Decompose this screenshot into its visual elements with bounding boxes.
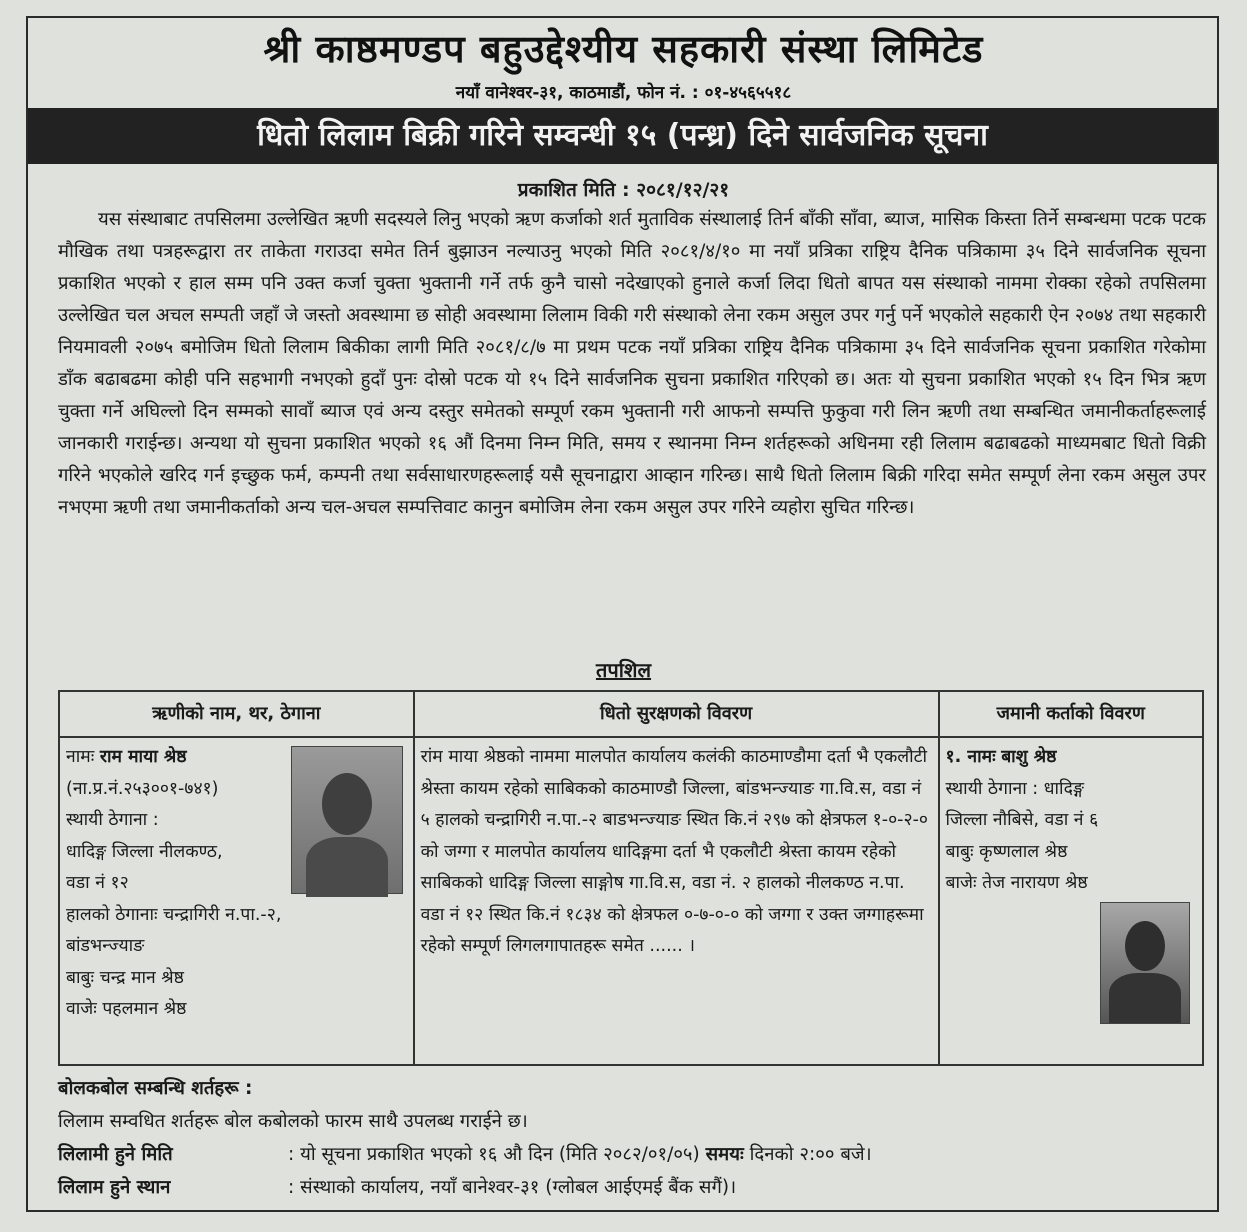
borrower-perm-address: धादिङ्ग जिल्ला नीलकण्ठ, [66, 841, 223, 862]
borrower-name-label: नामः [66, 747, 95, 767]
guarantor-photo [1100, 902, 1190, 1024]
auction-date-value: : यो सूचना प्रकाशित भएको १६ औ दिन (मिति २०८२/०१/०५) [288, 1144, 700, 1165]
borrower-current-address-2: बांडभन्ज्याङ [66, 936, 145, 956]
col-borrower: ऋणीको नाम, थर, ठेगाना [59, 691, 414, 737]
borrower-citizenship: (ना.प्र.नं.२५३००१-७४१) [66, 778, 219, 799]
guarantor-name-label: १. नामः [945, 747, 996, 767]
schedule-row [59, 737, 1203, 1065]
guarantor-grandfather: बाजेः तेज नारायण श्रेष्ठ [945, 873, 1088, 893]
auction-time-value: दिनको २:०० बजे। [749, 1144, 872, 1165]
auction-time-label: समयः [705, 1144, 744, 1165]
collateral-cell [414, 737, 939, 1065]
borrower-father: बाबुः चन्द्र मान श्रेष्ठ [66, 967, 184, 988]
notice-banner: धितो लिलाम बिक्री गरिने सम्वन्धी १५ (पन्ध्र) दिने सार्वजनिक सूचना [28, 108, 1217, 164]
guarantor-district: जिल्ला नौबिसे, वडा नं ६ [945, 810, 1099, 830]
borrower-current-address: हालको ठेगानाः चन्द्रागिरी न.पा.-२, [66, 904, 282, 925]
guarantor-cell [939, 737, 1203, 1065]
notice-body [58, 204, 1206, 524]
borrower-cell [59, 737, 414, 1065]
auction-place-row [58, 1171, 1208, 1204]
auction-place-label: लिलाम हुने स्थान [58, 1177, 171, 1198]
notice-paragraph: यस संस्थाबाट तपसिलमा उल्लेखित ऋणी सदस्यले लिनु भएको ऋण कर्जाको शर्त मुताविक संस्थालाई तिर्न बाँकी साँवा, ब्याज, मासिक किस्ता तिर्ने सम्बन्धमा पटक पटक मौखिक तथा पत्रहरूद्वारा तर ताकेता गराउदा समेत तिर्न बुझाउन नल्याउनु भएको मिति २०८१/४/१० मा नयाँ प्रत्रिका राष्ट्रिय दैनिक पत्रिकामा ३५ दिने सार्वजनिक सूचना प्रकाशित भएको र हाल सम्म पनि उक्त कर्जा चुक्ता भुक्तानी गर्ने तर्फ कुनै चासो नदेखाएको हुनाले कर्जा लिदा धितो बापत यस संस्थाको नाममा रोक्का रहेको तपसिलमा उल्लेखित चल अचल सम्पती जहाँ जे जस्तो अवस्थामा छ सोही अवस्थामा लिलाम विकी गरी संस्थाको लेना रकम असुल उपर गर्नु पर्ने भएकोले सहकारी ऐन २०७४ तथा सहकारी नियमावली २०७५ बमोजिम धितो लिलाम बिकीका लागी मिति २०८१/८/७ मा प्रथम पटक नयाँ प्रत्रिका राष्ट्रिय दैनिक पत्रिकामा ३५ दिने सार्वजनिक सूचना प्रकाशित गरेकोमा डाँक बढाबढमा कोही पनि सहभागी नभएको हुदाँ पुनः दोस्रो पटक यो १५ दिने सार्वजनिक सुचना प्रकाशित गरिएको छ। अतः यो सुचना प्रकाशित भएको १५ दिन भित्र ऋण चुक्ता गर्ने अघिल्लो दिन सम्मको सावाँ ब्याज एवं अन्य दस्तुर समेतको सम्पूर्ण रकम भुक्तानी गरी आफनो सम्पत्ति फुकुवा गरी लिन ऋणी तथा सम्बन्धित जमानीकर्ताहरूलाई जानकारी गराईन्छ। अन्यथा यो सुचना प्रकाशित भएको १६ औं दिनमा निम्न मिति, समय र स्थानमा निम्न शर्तहरूको अधिनमा रही लिलाम बढाबढको माध्यमबाट धितो विक्री गरिने भएकोले खरिद गर्न इच्छुक फर्म, कम्पनी तथा सर्वसाधारणहरूलाई यसै सूचनाद्वारा आव्हान गरिन्छ। साथै धितो लिलाम बिक्री गरिदा समेत सम्पूर्ण लेना रकम असुल उपर नभएमा ऋणी तथा जमानीकर्ताको अन्य चल-अचल सम्पत्तिवाट कानुन बमोजिम लेना रकम असुल उपर गरिने व्यहोरा सुचित गरिन्छ। [58, 209, 1206, 518]
guarantor-name: बाशु श्रेष्ठ [1001, 747, 1057, 767]
auction-place-value: : संस्थाको कार्यालय, नयाँ बानेश्वर-३१ (ग्लोबल आईएमई बैंक सगैं)। [288, 1177, 737, 1198]
col-guarantor: जमानी कर्ताको विवरण [939, 691, 1203, 737]
org-name: श्री काष्ठमण्डप बहुउद्देश्यीय सहकारी संस्था लिमिटेड [263, 27, 984, 71]
auction-terms [58, 1072, 1208, 1204]
org-address: नयाँ वानेश्वर-३१, काठमाडौं, फोन नं. : ०१-४५६५५१८ [455, 83, 792, 103]
auction-date-label: लिलामी हुने मिति [58, 1144, 173, 1165]
terms-line: लिलाम सम्वधित शर्तहरू बोल कबोलको फारम साथै उपलब्ध गराईने छ। [58, 1111, 528, 1132]
borrower-grandfather: वाजेः पहलमान श्रेष्ठ [66, 999, 187, 1019]
borrower-perm-label: स्थायी ठेगाना : [66, 810, 159, 830]
schedule-header-row [59, 691, 1203, 737]
borrower-photo [291, 746, 403, 894]
auction-date-row [58, 1138, 1208, 1171]
guarantor-perm: स्थायी ठेगाना : धादिङ्ग [945, 778, 1084, 799]
collateral-description: रांम माया श्रेष्ठको नाममा मालपोत कार्यालय कलंकी काठमाण्डौमा दर्ता भै एकलौटी श्रेस्ता कायम रहेको साबिकको काठमाण्डौ जिल्ला, बांडभन्ज्याङ गा.वि.स, वडा नं ५ हालको चन्द्रागिरी न.पा.-२ बाडभन्ज्याङ स्थित कि.नं २९७ को क्षेत्रफल १-०-२-० को जग्गा र मालपोत कार्यालय धादिङ्गमा दर्ता भै एकलौटी श्रेस्ता कायम रहेको साबिकको धादिङ्ग जिल्ला साङ्गोष गा.वि.स, वडा नं. २ हालको नीलकण्ठ न.पा. वडा नं १२ स्थित कि.नं १८३४ को क्षेत्रफल ०-७-०-० को जग्गा र उक्त जग्गाहरूमा रहेको सम्पूर्ण लिगलगापातहरू समेत ...... । [420, 747, 929, 956]
borrower-ward: वडा नं १२ [66, 873, 129, 893]
terms-heading: बोलकबोल सम्बन्धि शर्तहरू : [58, 1078, 253, 1099]
guarantor-father: बाबुः कृष्णलाल श्रेष्ठ [945, 841, 1068, 862]
schedule-table [58, 690, 1204, 1066]
borrower-name: राम माया श्रेष्ठ [99, 747, 187, 767]
published-date: प्रकाशित मिति : २०८१/१२/२१ [517, 179, 730, 201]
col-collateral: धितो सुरक्षणको विवरण [414, 691, 939, 737]
schedule-heading: तपशिल [595, 658, 652, 682]
